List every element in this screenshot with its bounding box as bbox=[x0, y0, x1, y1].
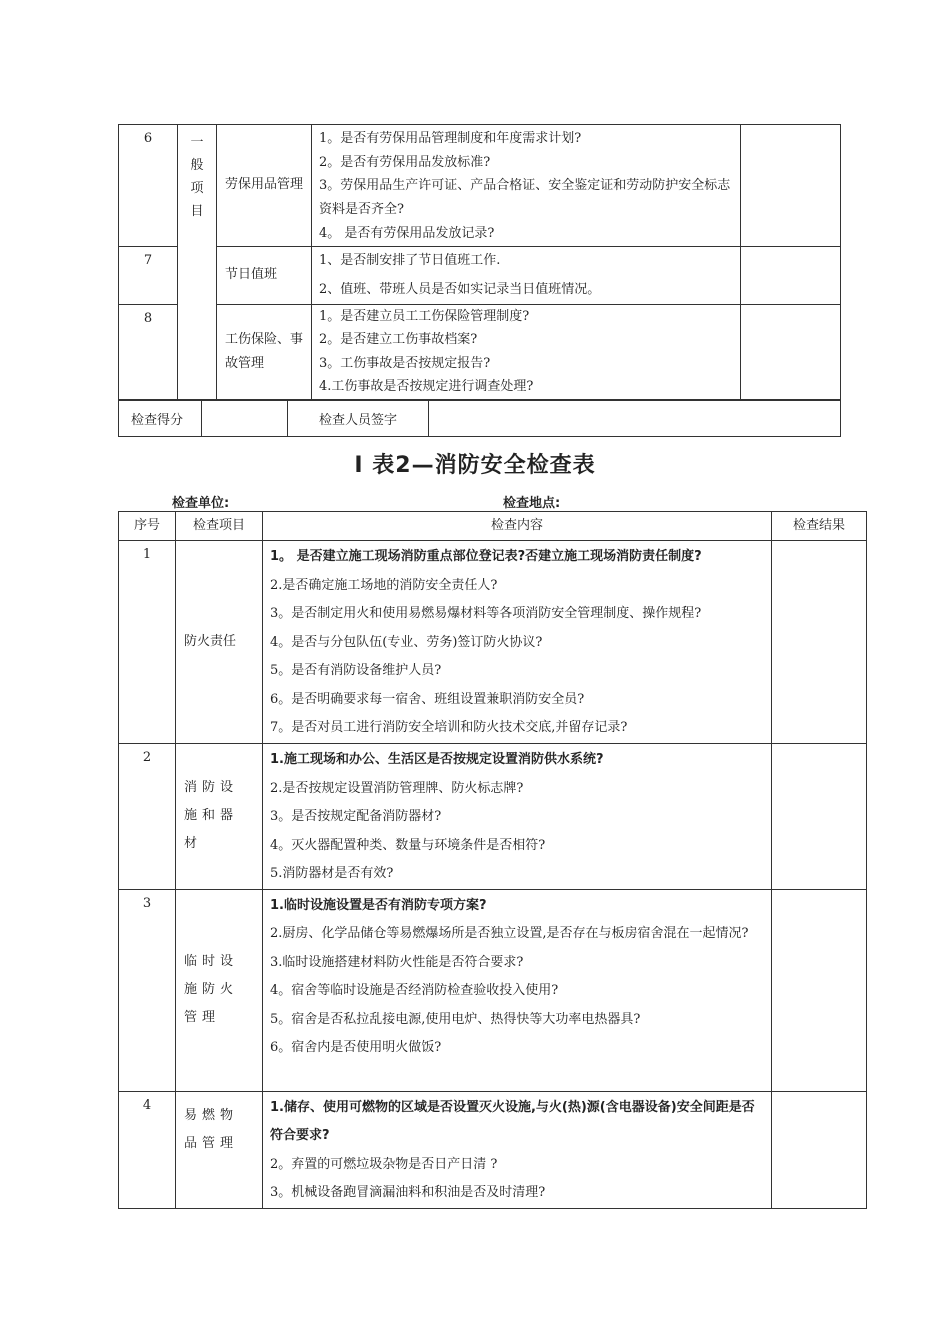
check-line: 1、是否制安排了节日值班工作. bbox=[319, 252, 501, 268]
content-cell bbox=[312, 304, 741, 400]
check-line: 5。宿舍是否私拉乱接电源,使用电炉、热得快等大功率电热器具? bbox=[270, 1011, 641, 1027]
check-line: 2。弃置的可燃垃圾杂物是否日产日清 ? bbox=[270, 1156, 498, 1172]
result-cell[interactable] bbox=[772, 889, 867, 1091]
signature-field[interactable] bbox=[429, 400, 841, 437]
item-cell bbox=[176, 744, 263, 890]
header-item: 检查项目 bbox=[176, 512, 263, 541]
check-line: 3。是否按规定配备消防器材? bbox=[270, 809, 442, 824]
signature-label: 检查人员签字 bbox=[288, 400, 429, 437]
item-label: 节日值班 bbox=[225, 267, 278, 282]
header-result: 检查结果 bbox=[772, 512, 867, 541]
item-label: 消防设施和器材 bbox=[184, 780, 239, 852]
row-number: 7 bbox=[119, 246, 178, 304]
header-content: 检查内容 bbox=[263, 512, 772, 541]
table-row bbox=[119, 541, 867, 744]
category-char: 般 bbox=[190, 158, 204, 173]
content-cell bbox=[312, 246, 741, 304]
item-cell bbox=[176, 541, 263, 744]
row-number: 3 bbox=[119, 889, 176, 1091]
row-number: 2 bbox=[119, 744, 176, 890]
score-field[interactable] bbox=[202, 400, 288, 437]
item-cell bbox=[176, 889, 263, 1091]
check-line: 5。是否有消防设备维护人员? bbox=[270, 663, 442, 678]
item-cell bbox=[217, 246, 312, 304]
check-line: 2。是否建立工伤事故档案? bbox=[319, 332, 478, 347]
header-no: 序号 bbox=[119, 512, 176, 541]
check-line: 1。是否建立员工工伤保险管理制度? bbox=[319, 308, 530, 324]
content-cell bbox=[263, 744, 772, 890]
check-line: 2.是否按规定设置消防管理牌、防火标志牌? bbox=[270, 780, 524, 796]
item-cell bbox=[217, 125, 312, 247]
check-line: 4。是否与分包队伍(专业、劳务)签订防火协议? bbox=[270, 634, 543, 650]
check-line: 5.消防器材是否有效? bbox=[270, 866, 394, 881]
check-line: 2.厨房、化学品储仓等易燃爆场所是否独立设置,是否存在与板房宿舍混在一起情况? bbox=[270, 926, 749, 941]
item-label: 防火责任 bbox=[184, 634, 237, 649]
result-cell[interactable] bbox=[772, 541, 867, 744]
table-row bbox=[119, 246, 841, 304]
table-row bbox=[119, 1091, 867, 1208]
inspection-unit-label: 检查单位: bbox=[172, 496, 230, 511]
row-number: 1 bbox=[119, 541, 176, 744]
result-cell[interactable] bbox=[772, 744, 867, 890]
check-line: 3.临时设施搭建材料防火性能是否符合要求? bbox=[270, 954, 524, 970]
item-label: 劳保用品管理 bbox=[225, 177, 304, 193]
check-line: 2.是否确定施工场地的消防安全责任人? bbox=[270, 577, 498, 593]
table-row bbox=[119, 744, 867, 890]
check-line: 1.临时设施设置是否有消防专项方案? bbox=[270, 897, 487, 913]
item-cell bbox=[217, 304, 312, 400]
check-line: 1。是否有劳保用品管理制度和年度需求计划? bbox=[319, 131, 582, 146]
result-cell[interactable] bbox=[741, 125, 841, 247]
category-char: 项 bbox=[190, 181, 204, 196]
signature-table bbox=[118, 399, 841, 437]
check-line: 2。是否有劳保用品发放标准? bbox=[319, 154, 491, 170]
category-char: 一 bbox=[190, 135, 204, 150]
check-line: 6。是否明确要求每一宿舍、班组设置兼职消防安全员? bbox=[270, 691, 585, 707]
row-number: 4 bbox=[119, 1091, 176, 1208]
table-row bbox=[119, 304, 841, 400]
check-line: 4。宿舍等临时设施是否经消防检查验收投入使用? bbox=[270, 983, 559, 998]
content-cell bbox=[263, 541, 772, 744]
score-label: 检查得分 bbox=[119, 400, 202, 437]
check-line: 2、值班、带班人员是否如实记录当日值班情况。 bbox=[319, 282, 601, 297]
item-cell bbox=[176, 1091, 263, 1208]
result-cell[interactable] bbox=[741, 246, 841, 304]
content-cell bbox=[263, 889, 772, 1091]
check-line: 4.工伤事故是否按规定进行调查处理? bbox=[319, 379, 534, 394]
check-line: 3。工伤事故是否按规定报告? bbox=[319, 355, 491, 371]
content-cell bbox=[263, 1091, 772, 1208]
result-cell[interactable] bbox=[741, 304, 841, 400]
check-line: 3。劳保用品生产许可证、产品合格证、安全鉴定证和劳动防护安全标志资料是否齐全? bbox=[319, 178, 731, 217]
item-label: 工伤保险、事故管理 bbox=[225, 332, 304, 371]
page-title: Ⅰ 表2—消防安全检查表 bbox=[354, 453, 596, 478]
content-cell bbox=[312, 125, 741, 247]
check-line: 1。 是否建立施工现场消防重点部位登记表?否建立施工现场消防责任制度? bbox=[270, 549, 702, 564]
row-number: 8 bbox=[119, 304, 178, 400]
table-row bbox=[119, 125, 841, 247]
check-line: 6。宿舍内是否使用明火做饭? bbox=[270, 1040, 442, 1055]
check-line: 4。 是否有劳保用品发放记录? bbox=[319, 226, 495, 241]
table-header-row bbox=[119, 512, 867, 541]
fire-safety-table bbox=[118, 511, 867, 1209]
item-label: 临时设施防火管理 bbox=[184, 954, 239, 1025]
inspection-location-label: 检查地点: bbox=[503, 496, 561, 511]
check-line: 1.储存、使用可燃物的区域是否设置灭火设施,与火(热)源(含电器设备)安全间距是否符合要求? bbox=[270, 1099, 755, 1143]
category-cell bbox=[178, 125, 217, 401]
table-row bbox=[119, 889, 867, 1091]
result-cell[interactable] bbox=[772, 1091, 867, 1208]
check-line: 7。是否对员工进行消防安全培训和防火技术交底,并留存记录? bbox=[270, 720, 628, 735]
item-label: 易燃物品管理 bbox=[184, 1107, 239, 1151]
general-items-table bbox=[118, 124, 841, 401]
row-number: 6 bbox=[119, 125, 178, 247]
category-char: 目 bbox=[190, 204, 204, 219]
check-line: 3。是否制定用火和使用易燃易爆材料等各项消防安全管理制度、操作规程? bbox=[270, 606, 702, 621]
check-line: 3。机械设备跑冒滴漏油料和积油是否及时清理? bbox=[270, 1185, 546, 1200]
check-line: 1.施工现场和办公、生活区是否按规定设置消防供水系统? bbox=[270, 752, 604, 767]
check-line: 4。灭火器配置种类、数量与环境条件是否相符? bbox=[270, 837, 546, 853]
